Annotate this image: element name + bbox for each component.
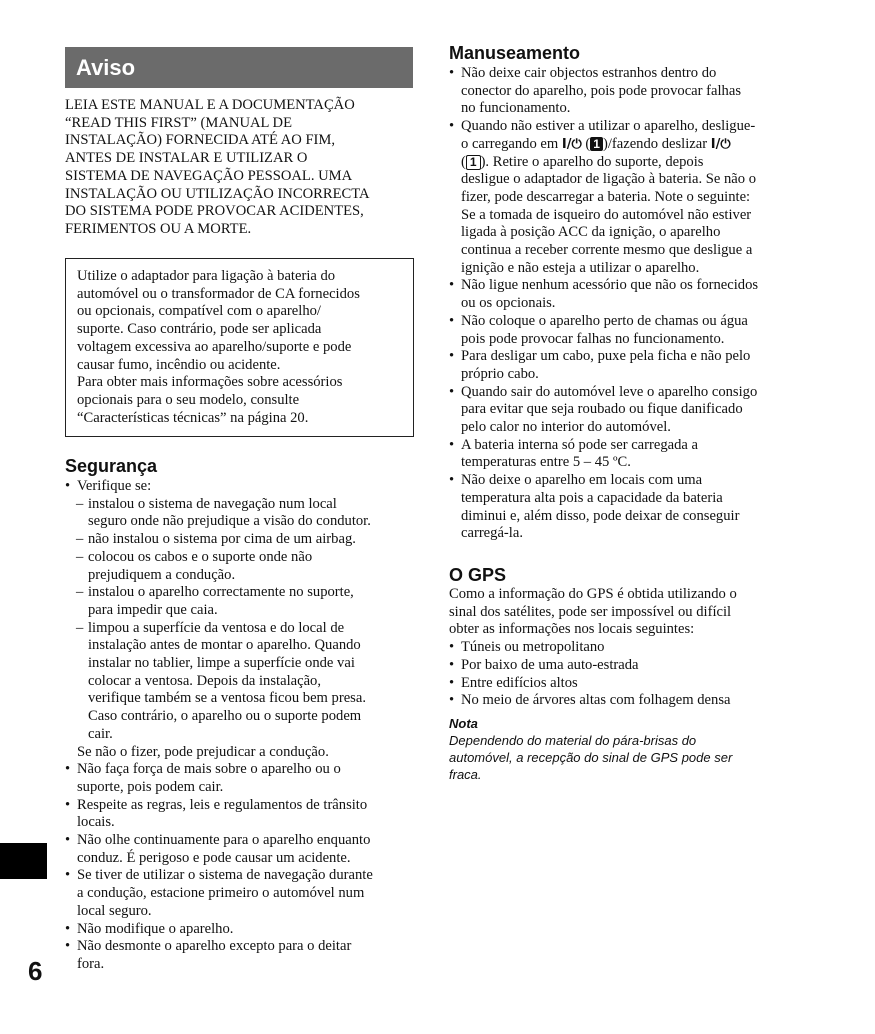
list-item: • Não ligue nenhum acessório que não os fornecidos ou os opcionais. xyxy=(449,277,799,312)
list-item: • Não desmonte o aparelho excepto para o deitar fora. xyxy=(65,938,415,973)
aviso-warning-text: LEIA ESTE MANUAL E A DOCUMENTAÇÃO “READ THIS FIRST” (MANUAL DE INSTALAÇÃO) FORNECIDA ATÉ AO FIM, ANTES DE INSTALAR E UTILIZAR O SISTEMA DE NAVEGAÇÃO PESSOAL. UMA INSTALAÇÃO OU UTILIZAÇÃO INCORRECTA DO SISTEMA PODE PROVOCAR ACIDENTES, FERIMENTOS OU A MORTE. xyxy=(65,97,370,237)
list-item: • Entre edifícios altos xyxy=(449,675,799,693)
list-item: • Por baixo de uma auto-estrada xyxy=(449,657,799,675)
list-item: – instalou o aparelho correctamente no suporte, para impedir que caia. xyxy=(65,584,415,619)
list-item: • Verifique se: xyxy=(65,478,415,496)
aviso-heading: Aviso xyxy=(65,47,413,88)
list-item: • A bateria interna só pode ser carregada a temperaturas entre 5 – 45 ºC. xyxy=(449,437,799,472)
list-item: • Não deixe cair objectos estranhos dentro do conector do aparelho, pois pode provocar falhas no funcionamento. xyxy=(449,65,799,118)
seguranca-heading: Segurança xyxy=(65,456,158,476)
list-item: • Não faça força de mais sobre o aparelho ou o suporte, pois podem cair. xyxy=(65,761,415,796)
list-item: • Quando sair do automóvel leve o aparelho consigo para evitar que seja roubado ou fique danificado pelo calor no interior do automóvel. xyxy=(449,384,799,437)
list-item: – colocou os cabos e o suporte onde não prejudiquem a condução. xyxy=(65,549,415,584)
nota-text: Dependendo do material do pára-brisas do automóvel, a recepção do sinal de GPS pode ser fraca. xyxy=(449,732,733,782)
list-item: • Não deixe o aparelho em locais com uma temperatura alta pois a capacidade da bateria diminui e, além disso, pode deixar de conseguir carregá-la. xyxy=(449,472,799,543)
list-item: • Se tiver de utilizar o sistema de navegação durante a condução, estacione primeiro o automóvel num local seguro. xyxy=(65,867,415,920)
manuseamento-list xyxy=(449,65,799,543)
list-item: • Não coloque o aparelho perto de chamas ou água pois pode provocar falhas no funcionamento. xyxy=(449,313,799,348)
list-item: – não instalou o sistema por cima de um airbag. xyxy=(65,531,415,549)
button-1-outline-icon: 1 xyxy=(466,155,481,170)
power-icon: I/⏻ xyxy=(710,136,731,152)
seguranca-list xyxy=(65,478,415,974)
list-item: – instalou o sistema de navegação num local seguro onde não prejudique a visão do condutor. xyxy=(65,496,415,531)
list-item: • Respeite as regras, leis e regulamentos de trânsito locais. xyxy=(65,797,415,832)
page-number: 6 xyxy=(28,956,43,986)
list-item: • Túneis ou metropolitano xyxy=(449,639,799,657)
gps-heading: O GPS xyxy=(449,565,507,585)
list-item: • Não olhe continuamente para o aparelho enquanto conduz. É perigoso e pode causar um acidente. xyxy=(65,832,415,867)
list-item: • Não modifique o aparelho. xyxy=(65,921,415,939)
gps-section: Como a informação do GPS é obtida utilizando o sinal dos satélites, pode ser impossível ou difícil obter as informações nos locais seguintes: • Túneis ou metropolitano • Por baixo de uma auto-estrada • Entre edifícios altos • No meio de árvores altas com folhagem densa Nota Dependendo do material do pára-brisas do automóvel, a recepção do sinal de GPS pode ser fraca. xyxy=(449,586,799,783)
section-tab-marker xyxy=(0,843,47,879)
list-item: • Quando não estiver a utilizar o aparelho, desligue- o carregando em I/⏻ ( 1 )/fazendo deslizar I/⏻ ( 1 ). Retire o aparelho do suporte, depois desligue o adaptador de ligação à bateria. Se não o fizer, pode descarregar a bateria. Note o seguinte: Se a tomada de isqueiro do automóvel não estiver ligada à posição ACC da ignição, o aparelho continua a receber corrente mesmo que desligue a ignição e não esteja a utilizar o aparelho. xyxy=(449,118,799,277)
manuseamento-heading: Manuseamento xyxy=(449,43,581,63)
list-item: – limpou a superfície da ventosa e do local de instalação antes de montar o aparelho. Quando instalar no tablier, limpe a superfície onde vai colocar a ventosa. Depois da instalação, verifique também se a ventosa ficou bem presa. Caso contrário, o aparelho ou o suporte podem cair. xyxy=(65,620,415,744)
button-1-filled-icon: 1 xyxy=(590,137,603,151)
power-icon: I/⏻ xyxy=(561,136,582,152)
list-item: • No meio de árvores altas com folhagem densa xyxy=(449,692,799,710)
adapter-notice-box: Utilize o adaptador para ligação à bateria do automóvel ou o transformador de CA fornecidos ou opcionais, compatível com o aparelho/ suporte. Caso contrário, pode ser aplicada voltagem excessiva ao aparelho/suporte e pode causar fumo, incêndio ou acidente. Para obter mais informações sobre acessórios opcionais para o seu modelo, consulte “Características técnicas” na página 20. xyxy=(65,258,414,437)
list-item: • Para desligar um cabo, puxe pela ficha e não pelo próprio cabo. xyxy=(449,348,799,383)
nota-heading: Nota xyxy=(449,715,478,731)
after-checks-text: Se não o fizer, pode prejudicar a condução. xyxy=(77,743,329,760)
